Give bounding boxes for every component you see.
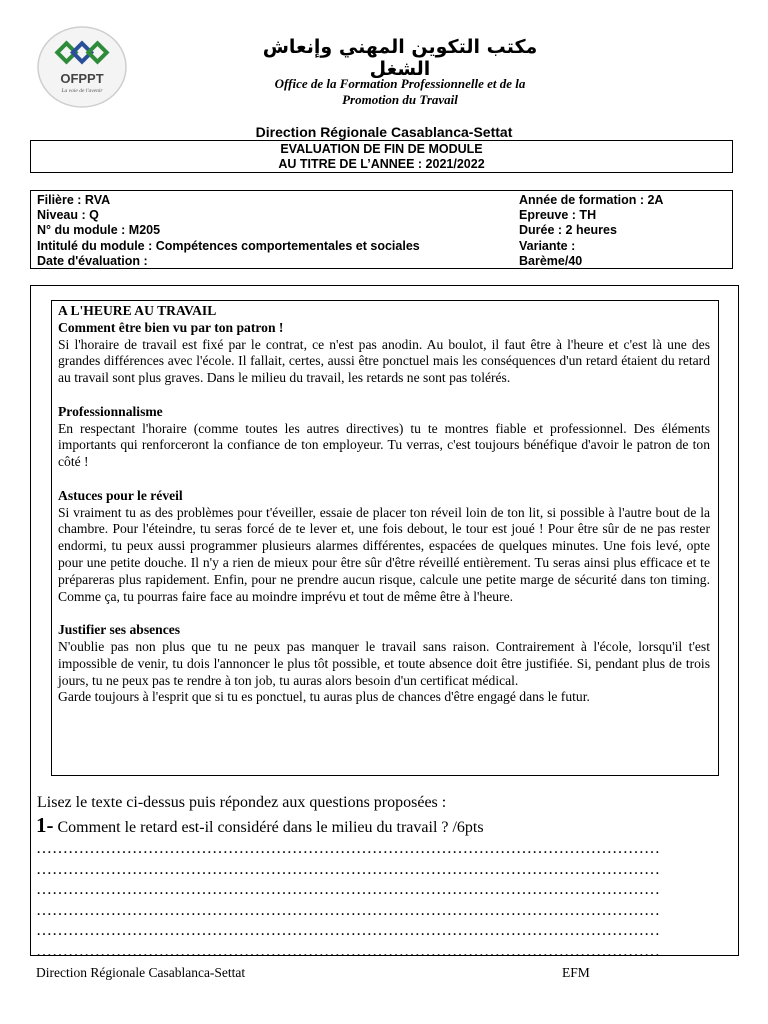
direction-title: Direction Régionale Casablanca-Settat <box>255 124 513 140</box>
question-1 <box>36 813 484 838</box>
office-line-2: Promotion du Travail <box>342 92 458 107</box>
module-info-box <box>30 190 733 269</box>
logo-tagline: La voie de l'avenir <box>61 88 103 94</box>
passage-intro: Si l'horaire de travail est fixé par le contrat, ce n'est pas anodin. Au boulot, il faut être à l'heure et c'est là une des grandes différences avec l'école. Il fallait, certes, aussi être ponctuel mais les conséquences d'un retard étaient du retard au travail sont plus graves. Dans le milieu du travail, les retards ne sont pas tolérés. <box>58 336 710 386</box>
section-paragraph: Garde toujours à l'esprit que si tu es ponctuel, tu auras plus de chances d'être engagé dans le futur. <box>58 689 590 705</box>
info-module-title: Intitulé du module : Compétences comportementales et sociales <box>37 238 420 253</box>
office-name <box>240 76 560 108</box>
arabic-title: مكتب التكوين المهني وإنعاش الشغل <box>262 36 538 80</box>
ofppt-logo <box>36 25 128 109</box>
question-1-text: Comment le retard est-il considéré dans le milieu du travail ? /6pts <box>53 819 484 836</box>
info-module-number: N° du module : M205 <box>37 223 161 238</box>
section-paragraph: En respectant l'horaire (comme toutes les autres directives) tu te montres fiable et professionnel. Des éléments importants qui renforceront la confiance de ton employeur. Tu verras, c'est toujours bénéfique d'avoir le patron de ton côté ! <box>58 420 710 470</box>
info-epreuve: Epreuve : TH <box>519 208 597 223</box>
info-duree: Durée : 2 heures <box>519 223 617 238</box>
section-heading: Professionnalisme <box>58 403 163 419</box>
passage-subtitle: Comment être bien vu par ton patron ! <box>58 319 284 335</box>
info-date: Date d'évaluation : <box>37 253 148 268</box>
section-paragraph: N'oublie pas non plus que tu ne peux pas manquer le travail sans raison. Contrairement à l'école, lorsqu'il t'est impossible de venir, tu dois l'annoncer le plus tôt possible, et toute absence doit être justifiée. Si, pendant plus de trois jours, tu ne peux pas te rendre à ton job, tu auras alors besoin d'un certificat médical. <box>58 638 710 688</box>
info-bareme: Barème/40 <box>519 253 583 268</box>
answer-area[interactable] <box>36 839 726 962</box>
footer-direction: Direction Régionale Casablanca-Settat <box>36 965 246 980</box>
question-1-number: 1- <box>36 813 54 837</box>
answer-line[interactable]: ……………………………………………………………………………………………………… <box>36 881 660 898</box>
info-annee: Année de formation : 2A <box>519 193 664 207</box>
answer-line[interactable]: ……………………………………………………………………………………………………… <box>36 922 660 939</box>
question-instruction: Lisez le texte ci-dessus puis répondez aux questions proposées : <box>37 794 447 811</box>
module-info-left <box>37 193 420 269</box>
evaluation-line-1: EVALUATION DE FIN DE MODULE <box>280 142 483 156</box>
answer-line[interactable]: ……………………………………………………………………………………………………… <box>36 840 660 857</box>
section-paragraph: Si vraiment tu as des problèmes pour t'éveiller, essaie de placer ton réveil loin de ton lit, si possible à l'autre bout de la chambre. Pour l'éteindre, tu seras forcé de te lever et, une fois debout, le tour est joué ! Pour être sûr de ne pas rester endormi, tu peux aussi programmer plusieurs alarmes différentes, espacées de quelques minutes. Une fois levé, opte pour une petite douche. Il n'y a rien de mieux pour être sûr d'être réveillé entièrement. Tu seras ainsi plus efficace et te prépareras plus rapidement. Enfin, pour ne prendre aucun risque, calcule une petite marge de sécurité dans ton timing. Comme ça, tu pourras faire face au moindre imprévu et tout de même être à l'heure. <box>58 504 710 604</box>
passage-title: A L'HEURE AU TRAVAIL <box>58 303 217 318</box>
info-filiere: Filière : RVA <box>37 193 111 207</box>
info-variante: Variante : <box>519 238 576 253</box>
ofppt-logo-graphic <box>36 25 128 109</box>
logo-text: OFPPT <box>60 71 104 86</box>
section-heading: Justifier ses absences <box>58 622 181 638</box>
reading-passage <box>51 300 719 776</box>
answer-line[interactable]: ……………………………………………………………………………………………………… <box>36 942 660 960</box>
exam-body <box>30 285 739 960</box>
answer-line[interactable]: ……………………………………………………………………………………………………… <box>36 860 660 878</box>
evaluation-line-2: AU TITRE DE L’ANNEE : 2021/2022 <box>278 157 485 171</box>
info-niveau: Niveau : Q <box>37 208 99 223</box>
office-line-1: Office de la Formation Professionnelle et de la <box>274 76 526 91</box>
evaluation-box <box>30 140 733 173</box>
module-info-right <box>519 193 663 269</box>
footer-efm: EFM <box>562 965 590 980</box>
answer-line[interactable]: ……………………………………………………………………………………………………… <box>36 901 660 919</box>
section-heading: Astuces pour le réveil <box>58 487 183 503</box>
